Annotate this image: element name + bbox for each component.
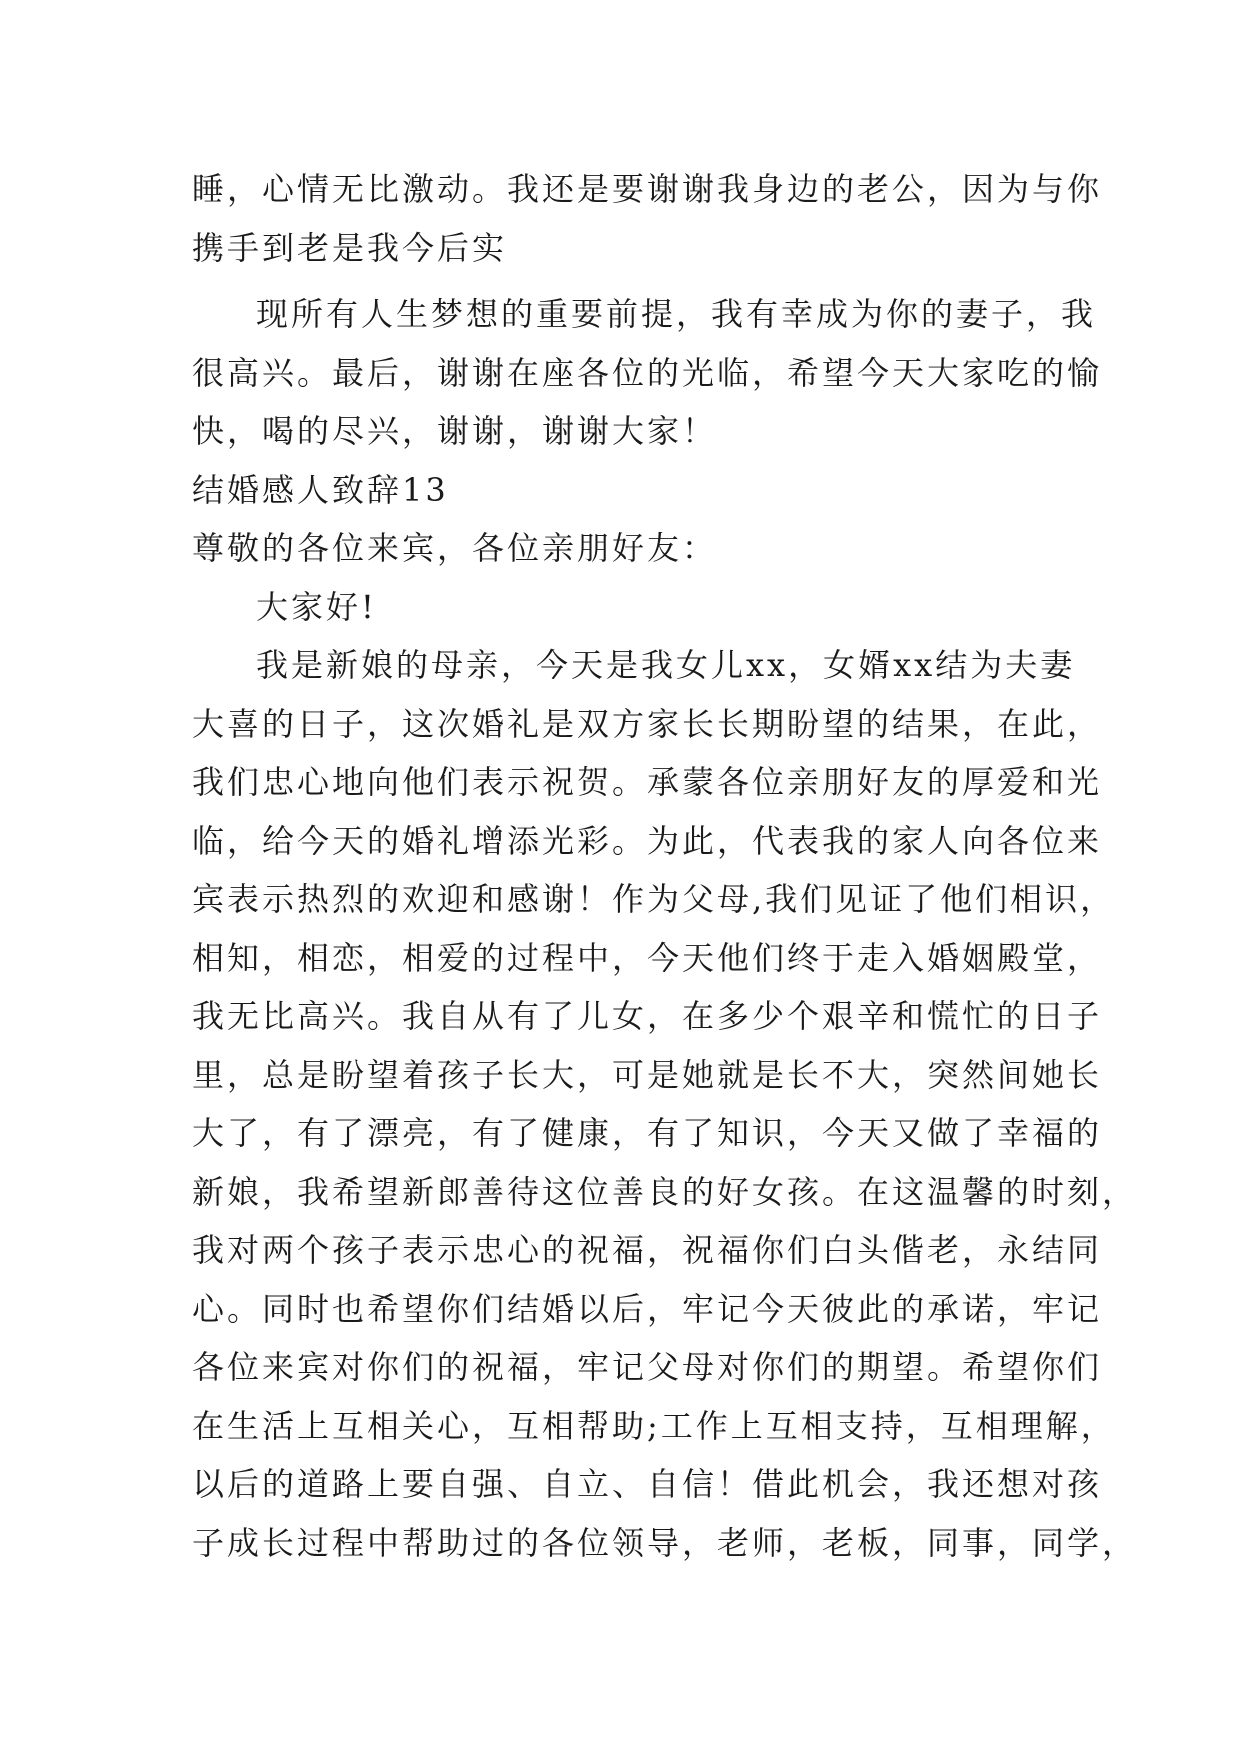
text-line: 临，给今天的婚礼增添光彩。为此，代表我的家人向各位来 [192, 821, 1103, 860]
text-line: 我们忠心地向他们表示祝贺。承蒙各位亲朋好友的厚爱和光 [192, 763, 1103, 801]
text-line: 我无比高兴。我自从有了儿女，在多少个艰辛和慌忙的日子 [192, 997, 1103, 1035]
document-body [192, 160, 1138, 1572]
text-line: 在生活上互相关心，互相帮助;工作上互相支持，互相理解， [192, 1406, 1116, 1445]
salutation-line: 尊敬的各位来宾，各位亲朋好友： [192, 529, 718, 567]
text-line: 睡，心情无比激动。我还是要谢谢我身边的老公，因为与你 [192, 170, 1103, 208]
text-line: 以后的道路上要自强、自立、自信！借此机会，我还想对孩 [192, 1465, 1103, 1503]
text-line: 子成长过程中帮助过的各位领导，老师，老板，同事，同学， [192, 1523, 1138, 1562]
text-line: 各位来宾对你们的祝福，牢记父母对你们的期望。希望你们 [192, 1348, 1103, 1386]
text-line: 很高兴。最后，谢谢在座各位的光临，希望今天大家吃的愉 [192, 353, 1103, 392]
text-line: 大喜的日子，这次婚礼是双方家长长期盼望的结果，在此， [192, 704, 1103, 743]
text-line: 新娘，我希望新郎善待这位善良的好女孩。在这温馨的时刻， [192, 1172, 1138, 1211]
paragraph-start-line: 现所有人生梦想的重要前提，我有幸成为你的妻子，我 [256, 295, 1097, 333]
text-line: 宾表示热烈的欢迎和感谢！作为父母,我们见证了他们相识， [192, 880, 1116, 918]
text-line: 我对两个孩子表示忠心的祝福，祝福你们白头偕老，永结同 [192, 1231, 1103, 1269]
text-line: 相知，相恋，相爱的过程中，今天他们终于走入婚姻殿堂， [192, 938, 1103, 977]
greeting-line: 大家好! [256, 587, 377, 626]
text-line: 里，总是盼望着孩子长大，可是她就是长不大，突然间她长 [192, 1055, 1103, 1094]
text-line: 大了，有了漂亮，有了健康，有了知识，今天又做了幸福的 [192, 1114, 1103, 1152]
text-line: 心。同时也希望你们结婚以后，牢记今天彼此的承诺，牢记 [192, 1289, 1103, 1328]
text-line: 携手到老是我今后实 [192, 228, 508, 267]
section-heading: 结婚感人致辞13 [192, 470, 449, 509]
text-line: 快，喝的尽兴，谢谢，谢谢大家！ [192, 412, 718, 450]
paragraph-start-line: 我是新娘的母亲，今天是我女儿xx，女婿xx结为夫妻 [256, 646, 1076, 684]
